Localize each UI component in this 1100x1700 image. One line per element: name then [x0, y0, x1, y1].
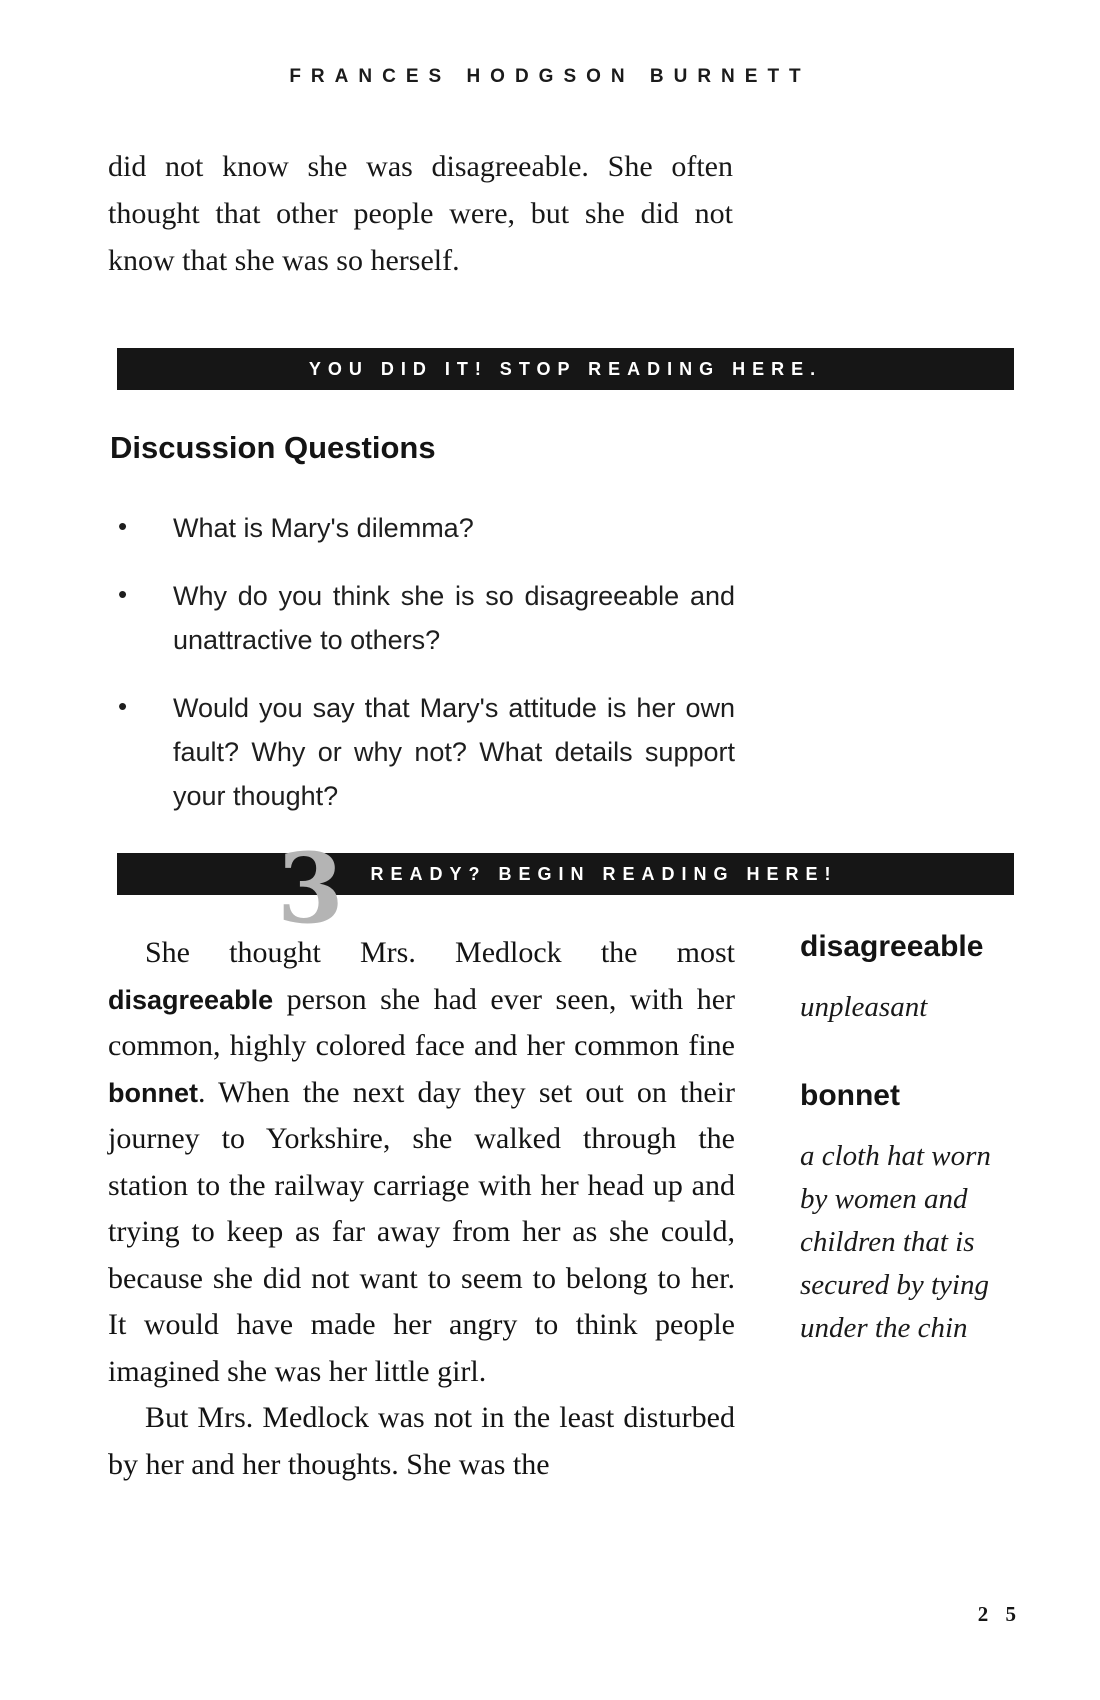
stop-reading-banner [117, 348, 1014, 390]
reading-paragraph: She thought Mrs. Medlock the most disagreeable person she had ever seen, with her common, highly colored face and her common fine bonnet. When the next day they set out on their journey to Yorkshire, she walked through the station to the railway carriage with her head up and trying to keep as far away from her as she could, because she did not want to seem to belong to her. It would have made her angry to think people imagined she was her little girl. [108, 936, 735, 1388]
stop-reading-banner-label: YOU DID IT! STOP READING HERE. [308, 358, 823, 379]
bullet-icon: • [118, 691, 128, 721]
vocabulary-entry [800, 930, 1018, 1029]
discussion-question-text: Why do you think she is so disagreeable and unattractive to others? [173, 581, 735, 655]
bullet-icon: • [118, 579, 128, 609]
begin-reading-banner [117, 832, 1014, 945]
vocabulary-definition: unpleasant [800, 991, 928, 1023]
vocab-word-bold: bonnet [108, 1077, 198, 1108]
page-number: 2 5 [977, 1602, 1022, 1626]
list-item [110, 506, 735, 550]
bullet-icon: • [118, 511, 128, 541]
discussion-questions-list [110, 506, 735, 842]
vocab-word-bold: disagreeable [108, 984, 274, 1015]
vocabulary-term: disagreeable [800, 930, 984, 963]
discussion-questions-heading: Discussion Questions [110, 430, 436, 465]
discussion-question-text: Would you say that Mary's attitude is her own fault? Why or why not? What details support your thought? [173, 693, 735, 811]
reading-paragraph: But Mrs. Medlock was not in the least disturbed by her and her thoughts. She was the [108, 1401, 735, 1481]
begin-reading-banner-label-wrap [117, 864, 1014, 885]
discussion-question-text: What is Mary's dilemma? [173, 513, 474, 543]
running-header-author: FRANCES HODGSON BURNETT [289, 66, 811, 87]
intro-paragraph: did not know she was disagreeable. She often thought that other people were, but she did not know that she was so herself. [108, 150, 733, 277]
list-item [110, 686, 735, 818]
vocabulary-entry [800, 1079, 1018, 1350]
chapter-number: 3 [277, 832, 344, 945]
list-item [110, 574, 735, 662]
begin-reading-banner-label: READY? BEGIN READING HERE! [370, 863, 838, 884]
reading-body-column [108, 930, 735, 1488]
vocabulary-definition: a cloth hat worn by women and children that is secured by tying under the chin [800, 1140, 991, 1344]
vocabulary-term: bonnet [800, 1079, 900, 1112]
vocabulary-sidebar [800, 930, 1018, 1400]
